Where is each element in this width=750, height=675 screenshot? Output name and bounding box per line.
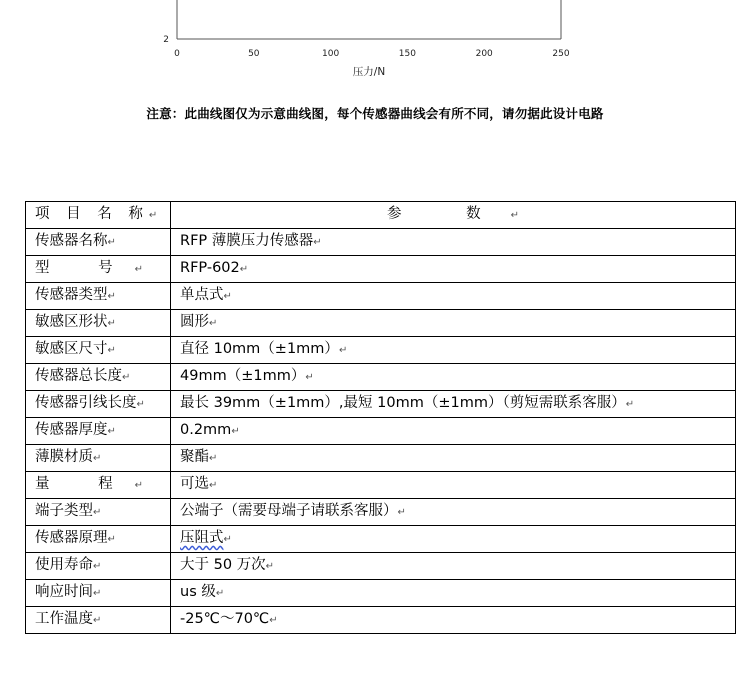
row-value: 圆形 bbox=[180, 314, 209, 330]
row-name-cell bbox=[26, 553, 171, 580]
x-tick-labels bbox=[174, 49, 570, 59]
y-tick-labels bbox=[163, 35, 169, 45]
paragraph-mark: ↵ bbox=[134, 264, 143, 275]
paragraph-mark: ↵ bbox=[209, 318, 218, 329]
row-value: 0.2mm bbox=[180, 422, 232, 438]
row-value: RFP 薄膜压力传感器 bbox=[180, 233, 314, 249]
paragraph-mark: ↵ bbox=[93, 615, 102, 626]
paragraph-mark: ↵ bbox=[215, 588, 225, 599]
row-value: -25℃～70℃ bbox=[180, 611, 270, 627]
paragraph-mark: ↵ bbox=[338, 345, 348, 356]
row-value: us 级 bbox=[180, 584, 216, 600]
row-name: 响应时间 bbox=[35, 584, 93, 600]
paragraph-mark: ↵ bbox=[510, 210, 519, 221]
table-row bbox=[26, 364, 736, 391]
row-name-cell bbox=[26, 499, 171, 526]
row-name-cell bbox=[26, 607, 171, 634]
x-tick-label: 250 bbox=[552, 49, 570, 59]
row-name-cell bbox=[26, 445, 171, 472]
x-axis-label: 压力/N bbox=[352, 66, 386, 78]
table-row bbox=[26, 391, 736, 418]
paragraph-mark: ↵ bbox=[93, 507, 102, 518]
header-name-cell bbox=[26, 202, 171, 229]
row-name-cell bbox=[26, 472, 171, 499]
table-row bbox=[26, 553, 736, 580]
row-value-cell bbox=[171, 283, 736, 310]
paragraph-mark: ↵ bbox=[93, 561, 102, 572]
x-tick-label: 50 bbox=[248, 49, 260, 59]
row-value: 压阻式 bbox=[180, 530, 224, 546]
x-tick-label: 200 bbox=[475, 49, 493, 59]
table-row bbox=[26, 445, 736, 472]
paragraph-mark: ↵ bbox=[107, 318, 116, 329]
paragraph-mark: ↵ bbox=[209, 480, 218, 491]
row-name: 工作温度 bbox=[35, 611, 93, 627]
row-value-cell bbox=[171, 310, 736, 337]
row-name-cell bbox=[26, 256, 171, 283]
chart-note: 注意：此曲线图仅为示意曲线图，每个传感器曲线会有所不同，请勿据此设计电路 bbox=[146, 106, 604, 121]
row-value: 49mm（±1mm） bbox=[180, 368, 306, 384]
header-value: 参 数 bbox=[387, 206, 511, 222]
row-value-cell bbox=[171, 256, 736, 283]
row-name: 薄膜材质 bbox=[35, 449, 93, 465]
paragraph-mark: ↵ bbox=[134, 480, 143, 491]
paragraph-mark: ↵ bbox=[223, 534, 232, 545]
row-name-cell bbox=[26, 229, 171, 256]
row-value-cell bbox=[171, 553, 736, 580]
paragraph-mark: ↵ bbox=[107, 291, 116, 302]
row-value: RFP-602 bbox=[180, 260, 240, 276]
header-name: 项 目 名 称 bbox=[35, 206, 149, 222]
row-name: 传感器引线长度 bbox=[35, 395, 137, 411]
row-name-cell bbox=[26, 283, 171, 310]
row-value-cell bbox=[171, 472, 736, 499]
paragraph-mark: ↵ bbox=[223, 291, 232, 302]
table-row bbox=[26, 283, 736, 310]
row-name-cell bbox=[26, 418, 171, 445]
row-value-cell bbox=[171, 418, 736, 445]
row-value: 直径 10mm（±1mm） bbox=[180, 341, 339, 357]
paragraph-mark: ↵ bbox=[231, 426, 240, 437]
row-value-cell bbox=[171, 337, 736, 364]
header-value-cell bbox=[171, 202, 736, 229]
table-row bbox=[26, 256, 736, 283]
paragraph-mark: ↵ bbox=[397, 507, 406, 518]
row-name: 量 程 bbox=[35, 476, 135, 492]
paragraph-mark: ↵ bbox=[209, 453, 218, 464]
table-row bbox=[26, 526, 736, 553]
row-name-cell bbox=[26, 580, 171, 607]
row-value: 可选 bbox=[180, 476, 209, 492]
row-name: 端子类型 bbox=[35, 503, 93, 519]
spec-table bbox=[25, 201, 736, 634]
row-name: 敏感区尺寸 bbox=[35, 341, 108, 357]
row-name: 传感器厚度 bbox=[35, 422, 108, 438]
table-row bbox=[26, 472, 736, 499]
row-name-cell bbox=[26, 391, 171, 418]
row-value-cell bbox=[171, 580, 736, 607]
row-name-cell bbox=[26, 364, 171, 391]
table-row bbox=[26, 229, 736, 256]
row-name: 使用寿命 bbox=[35, 557, 93, 573]
paragraph-mark: ↵ bbox=[122, 372, 131, 383]
row-value-cell bbox=[171, 607, 736, 634]
paragraph-mark: ↵ bbox=[625, 399, 635, 410]
row-name: 传感器名称 bbox=[35, 233, 108, 249]
paragraph-mark: ↵ bbox=[265, 561, 275, 572]
paragraph-mark: ↵ bbox=[136, 399, 145, 410]
y-tick-label: 2 bbox=[163, 35, 169, 45]
paragraph-mark: ↵ bbox=[313, 237, 322, 248]
row-name: 传感器总长度 bbox=[35, 368, 122, 384]
paragraph-mark: ↵ bbox=[93, 588, 102, 599]
row-value-cell bbox=[171, 526, 736, 553]
row-name-cell bbox=[26, 337, 171, 364]
row-value: 单点式 bbox=[180, 287, 224, 303]
table-header-row bbox=[26, 202, 736, 229]
row-value-cell bbox=[171, 364, 736, 391]
row-value: 最长 39mm（±1mm）,最短 10mm（±1mm）（剪短需联系客服） bbox=[180, 395, 626, 411]
row-value-cell bbox=[171, 499, 736, 526]
table-row bbox=[26, 607, 736, 634]
table-row bbox=[26, 580, 736, 607]
row-value: 公端子（需要母端子请联系客服） bbox=[180, 503, 398, 519]
paragraph-mark: ↵ bbox=[269, 615, 278, 626]
table-row bbox=[26, 418, 736, 445]
row-value-cell bbox=[171, 391, 736, 418]
row-value-cell bbox=[171, 229, 736, 256]
table-row bbox=[26, 337, 736, 364]
row-value: 大于 50 万次 bbox=[180, 557, 266, 573]
table-row bbox=[26, 310, 736, 337]
row-name: 型 号 bbox=[35, 260, 135, 276]
paragraph-mark: ↵ bbox=[239, 264, 249, 275]
x-tick-label: 150 bbox=[398, 49, 416, 59]
chart bbox=[0, 0, 750, 90]
plot-area bbox=[163, 0, 570, 78]
table-row bbox=[26, 499, 736, 526]
paragraph-mark: ↵ bbox=[107, 345, 116, 356]
row-value: 聚酯 bbox=[180, 449, 209, 465]
paragraph-mark: ↵ bbox=[93, 453, 102, 464]
row-value-cell bbox=[171, 445, 736, 472]
paragraph-mark: ↵ bbox=[305, 372, 314, 383]
row-name: 传感器原理 bbox=[35, 530, 108, 546]
paragraph-mark: ↵ bbox=[107, 237, 116, 248]
row-name: 敏感区形状 bbox=[35, 314, 108, 330]
x-tick-label: 0 bbox=[174, 49, 180, 59]
x-tick-label: 100 bbox=[322, 49, 340, 59]
paragraph-mark: ↵ bbox=[107, 426, 116, 437]
row-name-cell bbox=[26, 526, 171, 553]
row-name: 传感器类型 bbox=[35, 287, 108, 303]
paragraph-mark: ↵ bbox=[107, 534, 116, 545]
paragraph-mark: ↵ bbox=[148, 210, 158, 221]
row-name-cell bbox=[26, 310, 171, 337]
